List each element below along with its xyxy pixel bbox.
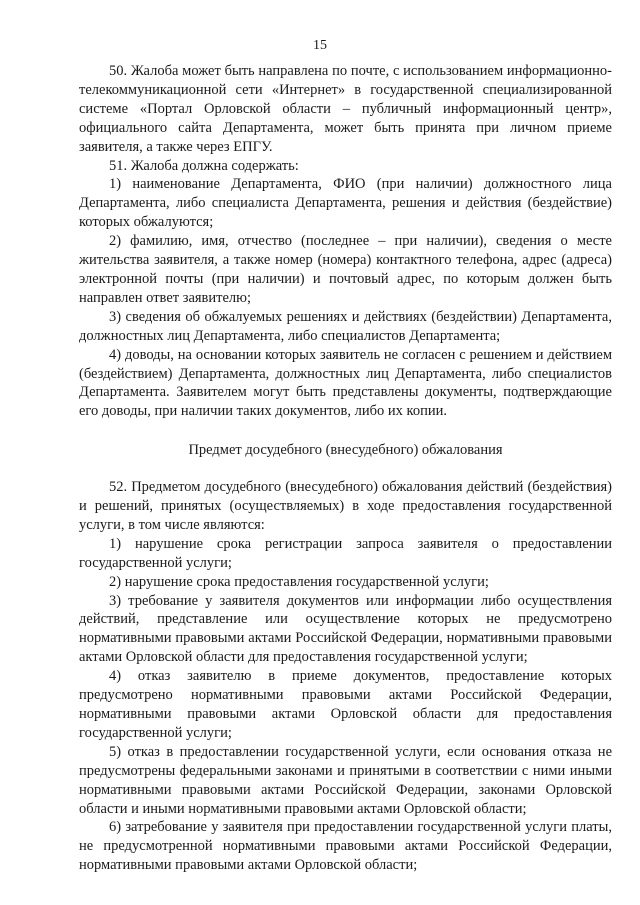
- paragraph-52-item-4: 4) отказ заявителю в приеме документов, предоставление которых предусмотрено нормативными правовыми актами Российской Федерации, нормативными правовыми актами Орловской области для предоставления государственной услуги;: [79, 668, 612, 741]
- paragraph-52-item-6: 6) затребование у заявителя при предоставлении государственной услуги платы, не предусмотренной нормативными правовыми актами Российской Федерации, нормативными правовыми актами Орловской области;: [79, 819, 612, 874]
- paragraph-52: 52. Предметом досудебного (внесудебного) обжалования действий (бездействия) и решений, принятых (осуществляемых) в ходе предоставления государственной услуги, в том числе являются:: [79, 479, 612, 533]
- paragraph-51-item-4: 4) доводы, на основании которых заявитель не согласен с решением и действием (бездействием) Департамента, должностных лиц Департамента, либо специалистов Департамента. Заявителем могут быть представлены документы, подтверждающие его доводы, при наличии таких документов, либо их копии.: [79, 346, 612, 420]
- paragraph-50: 50. Жалоба может быть направлена по почте, с использованием информационно-телекоммуникационной сети «Интернет» в государственной специализированной системе «Портал Орловской области – публичный информационный центр», официального сайта Департамента, может быть принята при личном приеме заявителя, а также через ЕПГУ.: [79, 63, 612, 155]
- paragraph-51-item-3: 3) сведения об обжалуемых решениях и действиях (бездействии) Департамента, должностных лиц Департамента, либо специалистов Департамента;: [79, 308, 612, 344]
- paragraph-51-item-2: 2) фамилию, имя, отчество (последнее – при наличии), сведения о месте жительства заявителя, а также номер (номера) контактного телефона, адрес (адреса) электронной почты (при наличии) и почтовый адрес, по которым должен быть направлен ответ заявителю;: [79, 233, 612, 306]
- paragraph-52-item-2: 2) нарушение срока предоставления государственной услуги;: [109, 573, 489, 590]
- paragraph-51: 51. Жалоба должна содержать:: [109, 157, 299, 174]
- paragraph-52-item-1: 1) нарушение срока регистрации запроса заявителя о предоставлении государственной услуги;: [79, 535, 612, 571]
- section-heading: Предмет досудебного (внесудебного) обжалования: [188, 442, 503, 459]
- paragraph-51-item-1: 1) наименование Департамента, ФИО (при наличии) должностного лица Департамента, либо специалиста Департамента, решения и действия (бездействие) которых обжалуются;: [79, 176, 612, 231]
- document-body: [79, 62, 612, 875]
- paragraph-52-item-3: 3) требование у заявителя документов или информации либо осуществления действий, представление или осуществление которых не предусмотрено нормативными правовыми актами Российской Федерации, нормативными правовыми актами Орловской области для предоставления государственной услуги;: [79, 592, 612, 666]
- page-number: 15: [313, 38, 327, 53]
- paragraph-52-item-5: 5) отказ в предоставлении государственной услуги, если основания отказа не предусмотрены федеральными законами и принятыми в соответствии с ними иными нормативными правовыми актами Российской Федерации, законами Орловской области и иными нормативными правовыми актами Орловской области;: [79, 743, 612, 817]
